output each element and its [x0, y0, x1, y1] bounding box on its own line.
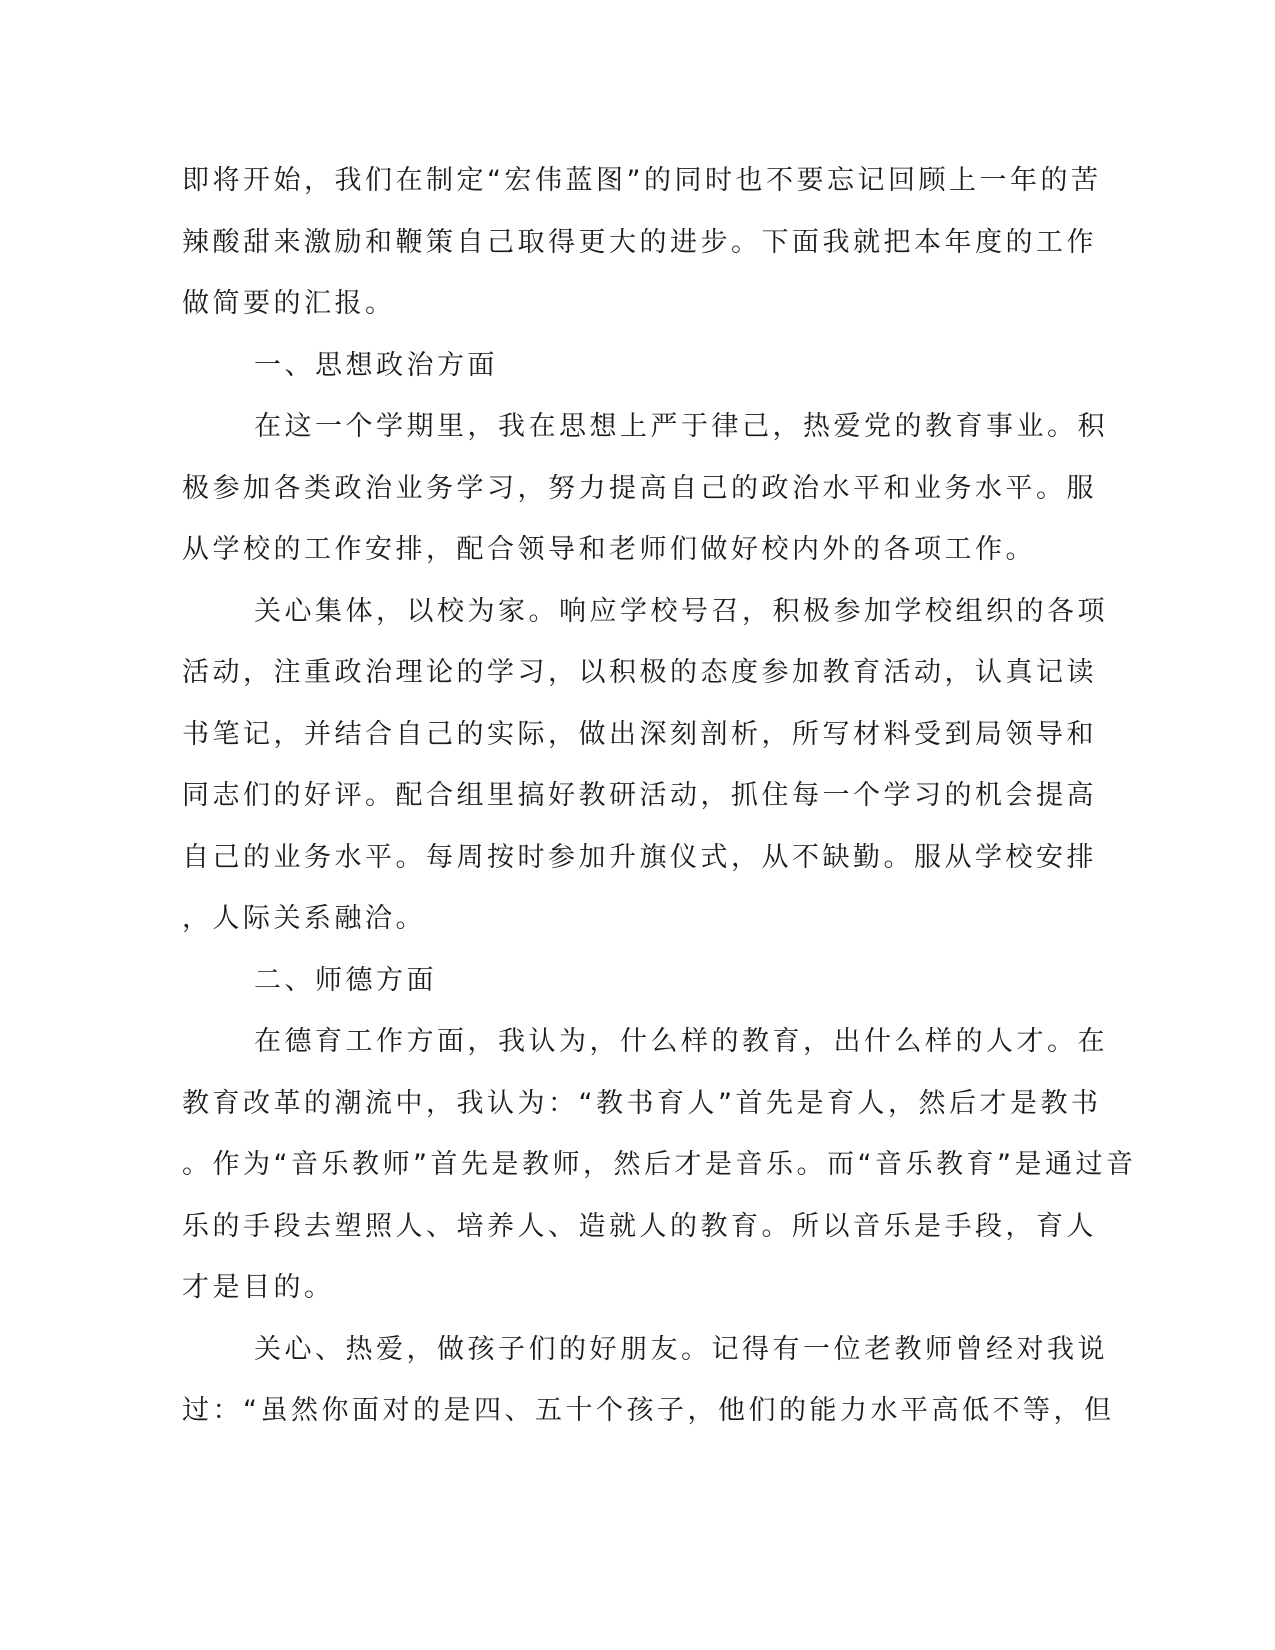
text-line: 关心集体，以校为家。响应学校号召，积极参加学校组织的各项: [254, 595, 1108, 627]
text-line: ，人际关系融洽。: [182, 903, 426, 934]
text-line: 一、思想政治方面: [254, 349, 498, 381]
text-line: 即将开始，我们在制定“宏伟蓝图”的同时也不要忘记回顾上一年的苦: [182, 165, 1102, 196]
text-line: 活动，注重政治理论的学习，以积极的态度参加教育活动，认真记读: [182, 657, 1097, 688]
text-line: 在德育工作方面，我认为，什么样的教育，出什么样的人才。在: [254, 1026, 1108, 1057]
text-line: 同志们的好评。配合组里搞好教研活动，抓住每一个学习的机会提高: [182, 780, 1097, 811]
text-line: 在这一个学期里，我在思想上严于律己，热爱党的教育事业。积: [254, 411, 1108, 442]
text-line: 极参加各类政治业务学习，努力提高自己的政治水平和业务水平。服: [182, 472, 1097, 504]
text-line: 二、师德方面: [254, 964, 437, 996]
text-line: 自己的业务水平。每周按时参加升旗仪式，从不缺勤。服从学校安排: [182, 841, 1097, 873]
text-line: 过：“虽然你面对的是四、五十个孩子，他们的能力水平高低不等，但: [182, 1395, 1115, 1426]
text-line: 。作为“音乐教师”首先是教师，然后才是音乐。而“音乐教育”是通过音: [182, 1149, 1137, 1180]
text-line: 关心、热爱，做孩子们的好朋友。记得有一位老教师曾经对我说: [254, 1333, 1108, 1365]
text-line: 书笔记，并结合自己的实际，做出深刻剖析，所写材料受到局领导和: [182, 718, 1097, 750]
text-line: 乐的手段去塑照人、培养人、造就人的教育。所以音乐是手段，育人: [182, 1210, 1097, 1242]
text-line: 做简要的汇报。: [182, 288, 396, 319]
text-line: 辣酸甜来激励和鞭策自己取得更大的进步。下面我就把本年度的工作: [182, 226, 1097, 258]
text-line: 教育改革的潮流中，我认为：“教书育人”首先是育人，然后才是教书: [182, 1087, 1102, 1119]
text-line: 才是目的。: [182, 1272, 335, 1303]
text-line: 从学校的工作安排，配合领导和老师们做好校内外的各项工作。: [182, 534, 1036, 565]
body-text: [182, 150, 1137, 1442]
